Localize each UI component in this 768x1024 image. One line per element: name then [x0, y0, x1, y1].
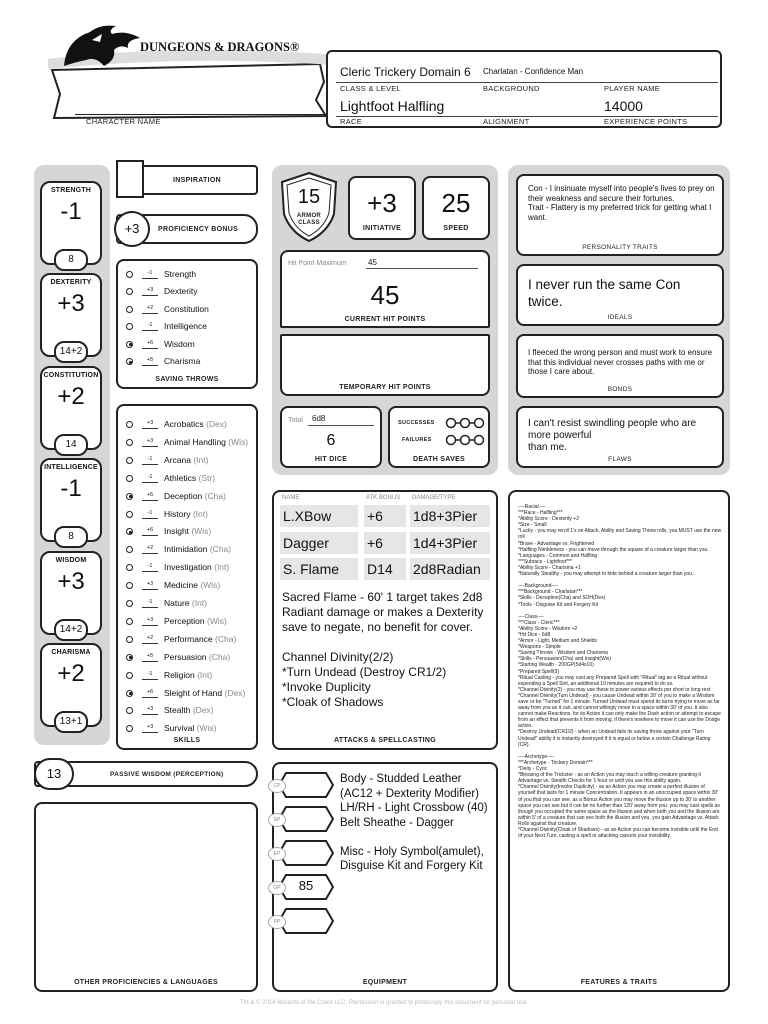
failures-label: FAILURES	[402, 437, 432, 443]
skill-ability: (Str)	[198, 472, 216, 483]
coin-pp[interactable]	[273, 907, 334, 935]
skill-name	[164, 473, 215, 483]
ability-name: STRENGTH	[50, 187, 92, 194]
skill-ability: (Wis)	[200, 580, 221, 591]
bonds-label: BONDS	[607, 386, 633, 393]
skill-label: Medicine	[164, 580, 199, 591]
attacks-col-name: NAME	[282, 495, 300, 501]
equipment-label: EQUIPMENT	[362, 979, 408, 986]
hp-max-line	[366, 268, 478, 269]
save-value: -1	[142, 268, 158, 279]
ability-score[interactable]: 14+2	[54, 341, 88, 363]
skill-name	[164, 652, 230, 662]
ability-score[interactable]: 13+1	[54, 711, 88, 733]
skill-label: Intimidation	[164, 544, 208, 555]
attacks-col-damage: DAMAGE/TYPE	[412, 495, 456, 501]
equipment-text[interactable]: Body - Studded Leather (AC12 + Dexterity Modifier) LH/RH - Light Crossbow (40) Belt Sheathe - Dagger Misc - Holy Symbol(amulet), Disguise Kit and Forgery Kit	[340, 773, 488, 872]
bonds-box	[516, 334, 724, 398]
skill-value: +2	[142, 633, 158, 644]
skill-ability: (Int)	[191, 598, 208, 608]
current-hp-label: CURRENT HIT POINTS	[344, 316, 426, 323]
skill-value: +3	[142, 436, 158, 447]
coin-ep[interactable]	[273, 839, 334, 867]
skill-value: +5	[142, 651, 158, 662]
attack-name[interactable]: L.XBow	[280, 505, 358, 527]
ideals-box	[516, 264, 724, 326]
armor-class-label: ARMOR CLASS	[296, 213, 322, 226]
attack-bonus[interactable]: +6	[364, 532, 406, 554]
hit-dice-total-label: Total	[288, 417, 303, 424]
save-value: +2	[142, 303, 158, 314]
passive-perception-value[interactable]: 13	[34, 758, 74, 790]
coin-label: PP	[268, 915, 286, 929]
save-name	[164, 321, 207, 331]
skill-name	[164, 419, 227, 429]
skill-ability: (Int)	[197, 669, 213, 680]
skill-label: Persuasion	[164, 651, 207, 662]
save-label: Constitution	[164, 303, 209, 314]
hit-dice-total-line	[308, 425, 374, 426]
ability-modifier[interactable]: +3	[57, 290, 85, 317]
ability-charisma	[40, 643, 102, 727]
skill-ability: (Dex)	[206, 419, 227, 429]
skill-label: Sleight of Hand	[164, 687, 223, 698]
personality-label: PERSONALITY TRAITS	[582, 244, 658, 251]
skills-label: SKILLS	[173, 737, 201, 744]
coin-value[interactable]: 85	[298, 878, 314, 893]
skill-name	[164, 723, 216, 733]
proficiency-dot[interactable]	[126, 439, 133, 446]
skill-label: Religion	[164, 669, 195, 680]
ability-modifier[interactable]: +2	[57, 660, 85, 687]
experience-value[interactable]: 14000	[604, 98, 643, 114]
proficiency-dot[interactable]	[126, 636, 133, 643]
skill-ability: (Cha)	[209, 544, 232, 555]
skill-ability: (Dex)	[224, 687, 246, 698]
skill-value: -1	[142, 508, 158, 519]
skill-value: +3	[142, 418, 158, 429]
skill-value: -1	[142, 561, 158, 572]
save-label: Wisdom	[164, 338, 195, 349]
info-divider-1	[336, 82, 718, 83]
ideals-text[interactable]: I never run the same Con twice.	[528, 277, 681, 309]
skill-value: +6	[142, 525, 158, 536]
skill-name	[164, 688, 245, 698]
success-checkboxes[interactable]	[445, 417, 485, 429]
ability-score[interactable]: 8	[54, 526, 88, 548]
skill-label: Acrobatics	[164, 419, 204, 429]
ability-name: INTELLIGENCE	[44, 464, 98, 471]
skill-value: +3	[142, 722, 158, 733]
hit-dice-label: HIT DICE	[314, 456, 348, 463]
character-name-label: CHARACTER NAME	[86, 117, 161, 126]
hp-max-value[interactable]: 45	[368, 258, 377, 267]
skill-label: History	[164, 508, 191, 519]
proficiency-dot[interactable]	[126, 618, 133, 625]
save-name	[164, 356, 200, 366]
skill-ability: (Wis)	[228, 436, 249, 447]
skill-name	[164, 616, 227, 626]
proficiency-dot[interactable]	[126, 511, 133, 518]
temp-hp-label: TEMPORARY HIT POINTS	[339, 384, 431, 391]
ability-modifier[interactable]: +2	[57, 383, 85, 410]
save-label: Dexterity	[164, 286, 198, 297]
dnd-logo: DUNGEONS & DRAGONS®	[140, 40, 300, 54]
save-name	[164, 269, 196, 279]
proficiency-dot[interactable]	[126, 493, 133, 500]
skill-ability: (Int)	[192, 508, 208, 519]
skill-label: Insight	[164, 526, 190, 537]
features-text[interactable]: ----Racial---- ***Race - Halfling*** *Ability Score - Dexterity +2 *Size - Small *Lucky - you may reroll 1's on Attack, Ability and Saving Throw rolls, you MUST use the new roll. *Brave - Advantage vs. Frightened *Halfling Nimbleness - you can move through the square of a creature larger than you. *Languages - Common and Halfling ***Subrace - Lightfoot*** *Ability Score - Charisma +1 *Naturally Stealthy - you may attempt to hide behind a creature larger than you. ----Background---- ***Background - Charlatan*** *Skills - Deception(Cha) and SOH(Dex) *Tools - Disguise Kit and Forgery Kit ----Class---- ***Class - Cleric*** *Ability Score - Wisdom +2 *Hit Dice - 6d8 *Armor - Light, Medium and Shields *Weapons - Simple *Saving Throws - Wisdom and Charisma *Skills - Persuasion(Cha) and Insight(Wis) *Starting Wealth - 200GP(5d4x10) *Prepared Spell(9) *Ritual Casting - you may cast any Prepared Spell with "Ritual" tag as a Ritual without expending a Spell Slot, an additional 10 minutes are required to do so. *Channel Divinity(2) - you may use these to power various effects per short or long rest *Channel Divinity(Turn Undead) - you cause Undead within 30' of you to make a Wisdom save or be "Turned" for 1 minute. Turned Undead must spend its turns trying to move as far away from you as it can, and cannot willingly move to a space within 30' of you. It also cannot make Reactions, for its Action it can only make the Dash action or attempt to escape from an effect that prevents it from moving, if there's nowhere to move it can use the Dodge action. *Destroy Undead(CR1/2) - when an Undead fails its saving throw against your "Turn Undead" ability it is instantly destroyed if it is equal or below a certain Challenge Rating (CR). ----Archetype---- ***Archetype - Trickery Domain*** *Deity - Cyric *Blessing of the Trickster - as an Action you may touch a willing creature granting it Advantage vs. Stealth Checks for 1 hour or until you use this ability again. *Channel Divinity(Invoke Duplicity) - as an Action you may create a perfect illusion of yourself that lasts for 1 minute Concentration. It appears in an unoccupied space within 30' of you that you can see. as a Bonus Action you may move the illusion up to 30' to another space you can see but it can be no further than 120' away from you. you may cast spells as though you occupied the same space as the illusion and when both you and the illusion are within 5' of a creature that can see both the illusion and you, you gain Advantage vs. Attack Rolls against that creature. *Channel Divinity(Cloak of Shadows) - as an Action you can become invisible until the End of your Next Turn, casting a spell or attacking cancels your invisibility.	[518, 504, 722, 840]
attacks-panel	[272, 490, 498, 750]
flaws-label: FLAWS	[608, 456, 632, 463]
attack-bonus[interactable]: D14	[364, 558, 406, 580]
attacks-col-bonus: ATK BONUS	[366, 495, 401, 501]
save-value: +6	[142, 338, 158, 349]
skill-value: -1	[142, 597, 158, 608]
save-name	[164, 304, 209, 314]
hp-max-label: Hit Point Maximum	[288, 260, 347, 267]
current-hp-box	[280, 250, 490, 328]
initiative-label: INITIATIVE	[362, 225, 402, 232]
skill-label: Survival	[164, 723, 195, 734]
proficiency-dot[interactable]	[126, 654, 133, 661]
class-level-label: CLASS & LEVEL	[340, 84, 402, 93]
saving-throws-label: SAVING THROWS	[155, 376, 219, 383]
attack-damage[interactable]: 2d8Radian	[410, 558, 490, 580]
ability-name: CHARISMA	[51, 649, 91, 656]
skill-name	[164, 509, 208, 519]
passive-perception-label: PASSIVE WISDOM (PERCEPTION)	[110, 771, 224, 778]
ability-score[interactable]: 8	[54, 249, 88, 271]
ideals-label: IDEALS	[607, 314, 633, 321]
dragon-emblem-icon	[56, 20, 146, 72]
ability-wisdom	[40, 551, 102, 635]
armor-class-value[interactable]: 15	[297, 186, 321, 208]
save-label: Strength	[164, 269, 197, 279]
skill-value: -1	[142, 454, 158, 465]
experience-label: EXPERIENCE POINTS	[604, 117, 688, 126]
skill-name	[164, 437, 248, 447]
ability-score[interactable]: 14+2	[54, 619, 88, 641]
coin-label: CP	[268, 779, 286, 793]
hit-dice-value[interactable]: 6	[326, 432, 336, 449]
skill-name	[164, 526, 211, 536]
skill-label: Performance	[164, 633, 213, 644]
skill-ability: (Wis)	[191, 526, 212, 537]
skill-ability: (Cha)	[204, 490, 226, 501]
hit-dice-total-value[interactable]: 6d8	[312, 414, 326, 423]
skill-ability: (Cha)	[208, 651, 231, 662]
skill-name	[164, 705, 214, 715]
skill-value: +3	[142, 704, 158, 715]
skill-value: +6	[142, 687, 158, 698]
proficiency-dot[interactable]	[126, 341, 133, 348]
ability-score[interactable]: 14	[54, 434, 88, 456]
features-label: FEATURES & TRAITS	[580, 979, 658, 986]
other-proficiencies-panel	[34, 802, 258, 992]
attack-damage[interactable]: 1d8+3Pier	[410, 505, 490, 527]
features-panel	[508, 490, 730, 992]
hit-dice-box	[280, 406, 382, 468]
skill-ability: (Wis)	[196, 723, 217, 734]
coin-label: EP	[268, 847, 286, 861]
ability-dexterity	[40, 273, 102, 357]
speed-value[interactable]: 25	[441, 188, 471, 218]
skill-ability: (Cha)	[215, 633, 237, 644]
coin-sp[interactable]	[273, 805, 334, 833]
save-name	[164, 286, 198, 296]
ability-name: WISDOM	[55, 557, 87, 564]
skill-value: +3	[142, 615, 158, 626]
proficiency-dot[interactable]	[126, 690, 133, 697]
successes-label: SUCCESSES	[398, 420, 435, 426]
skill-label: Perception	[164, 615, 205, 626]
save-label: Charisma	[164, 356, 201, 366]
skill-name	[164, 491, 226, 501]
proficiency-dot[interactable]	[126, 421, 133, 428]
save-value: +5	[142, 355, 158, 366]
skill-ability: (Wis)	[207, 615, 227, 626]
attacks-notes[interactable]: Sacred Flame - 60' 1 target takes 2d8 Radiant damage or makes a Dexterity save to negate, no benefit for cover. Channel Divinity(2/2) *Turn Undead (Destroy CR1/2) *Invoke Duplicity *Cloak of Shadows	[282, 590, 484, 709]
other-proficiencies-label: OTHER PROFICIENCIES & LANGUAGES	[74, 979, 218, 986]
flaws-text[interactable]: I can't resist swindling people who are more powerful than me.	[528, 418, 697, 453]
initiative-box	[348, 176, 416, 240]
ability-name: CONSTITUTION	[43, 372, 99, 379]
skill-name	[164, 562, 229, 572]
character-name-line	[75, 114, 325, 115]
proficiency-dot[interactable]	[126, 475, 133, 482]
attack-name[interactable]: Dagger	[280, 532, 358, 554]
race-label: RACE	[340, 117, 363, 126]
speed-label: SPEED	[443, 225, 469, 232]
race-value[interactable]: Lightfoot Halfling	[340, 98, 445, 114]
skill-value: -1	[142, 669, 158, 680]
ability-modifier[interactable]: -1	[60, 198, 82, 225]
skill-label: Animal Handling	[164, 436, 226, 447]
ability-intelligence	[40, 458, 102, 542]
save-label: Intelligence	[164, 321, 208, 332]
ability-constitution	[40, 366, 102, 450]
proficiency-dot[interactable]	[126, 358, 133, 365]
skill-label: Investigation	[164, 562, 212, 573]
skill-label: Arcana	[164, 454, 191, 465]
attack-damage[interactable]: 1d4+3Pier	[410, 532, 490, 554]
background-value[interactable]: Charlatan - Confidence Man	[483, 67, 584, 76]
proficiency-dot[interactable]	[126, 457, 133, 464]
footer-copyright: TM & © 2014 Wizards of the Coast LLC. Permission is granted to photocopy this document for personal use.	[240, 1000, 528, 1006]
ability-name: DEXTERITY	[50, 279, 92, 286]
attack-bonus[interactable]: +6	[364, 505, 406, 527]
personality-text[interactable]: Con - I insinuate myself into people's lives to prey on their weakness and secure their fortunes. Trait - Flattery is my preferred trick for getting what I want.	[528, 184, 715, 222]
save-value: -1	[142, 320, 158, 331]
current-hp-value[interactable]: 45	[370, 280, 400, 310]
skill-value: +5	[142, 490, 158, 501]
skill-name	[164, 544, 231, 554]
skill-name	[164, 634, 236, 644]
background-label: BACKGROUND	[483, 84, 540, 93]
skill-name	[164, 598, 207, 608]
skill-name	[164, 670, 212, 680]
coin-label: SP	[268, 813, 286, 827]
coin-cp[interactable]	[273, 771, 334, 799]
failure-checkboxes[interactable]	[445, 434, 485, 446]
skill-label: Nature	[164, 598, 190, 608]
death-saves-label: DEATH SAVES	[412, 456, 466, 463]
proficiency-dot[interactable]	[126, 306, 133, 313]
skill-label: Deception	[164, 490, 203, 501]
skill-label: Stealth	[164, 705, 191, 716]
skill-label: Athletics	[164, 472, 197, 483]
ability-modifier[interactable]: +3	[57, 568, 85, 595]
coin-label: GP	[268, 881, 286, 895]
proficiency-dot[interactable]	[126, 271, 133, 278]
ability-strength	[40, 181, 102, 265]
character-info-panel	[326, 50, 722, 128]
skill-ability: (Int)	[193, 454, 209, 465]
proficiency-value[interactable]: +3	[114, 211, 150, 247]
proficiency-dot[interactable]	[126, 600, 133, 607]
initiative-value[interactable]: +3	[367, 188, 397, 218]
class-level-value[interactable]: Cleric Trickery Domain 6	[340, 65, 471, 79]
proficiency-dot[interactable]	[126, 672, 133, 679]
skill-name	[164, 580, 220, 590]
skill-value: -1	[142, 472, 158, 483]
skill-value: +3	[142, 579, 158, 590]
player-name-label: PLAYER NAME	[604, 84, 661, 93]
save-value: +3	[142, 285, 158, 296]
save-name	[164, 339, 195, 349]
personality-box	[516, 174, 724, 256]
attack-name[interactable]: S. Flame	[280, 558, 358, 580]
bonds-text[interactable]: I fleeced the wrong person and must work to ensure that this individual never crosses paths with me or those I care about.	[528, 348, 713, 376]
flaws-box	[516, 406, 724, 468]
skill-name	[164, 455, 208, 465]
inspiration-box[interactable]	[116, 160, 144, 198]
death-saves-box	[388, 406, 490, 468]
skill-ability: (Dex)	[192, 705, 214, 716]
temp-hp-box	[280, 334, 490, 396]
proficiency-label: PROFICIENCY BONUS	[158, 226, 239, 233]
attacks-label: ATTACKS & SPELLCASTING	[333, 737, 436, 744]
ability-modifier[interactable]: -1	[60, 475, 82, 502]
speed-box	[422, 176, 490, 240]
coin-gp[interactable]	[273, 873, 334, 901]
inspiration-label: INSPIRATION	[173, 177, 221, 184]
skill-value: +2	[142, 543, 158, 554]
skill-ability: (Int)	[214, 562, 230, 573]
alignment-label: ALIGNMENT	[483, 117, 530, 126]
